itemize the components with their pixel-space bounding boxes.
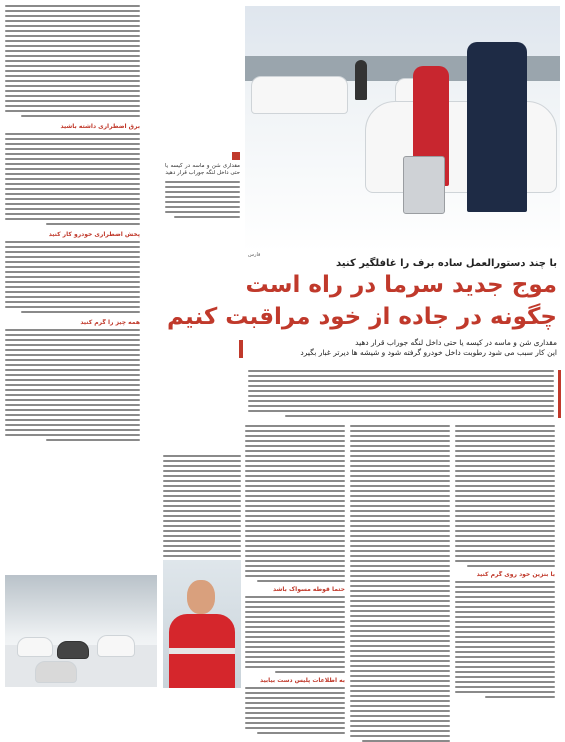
caption-lines xyxy=(165,181,240,218)
accent-bar xyxy=(239,340,243,358)
lead-line-1: مقداری شن و ماسه در کیسه یا حتی داخل لنگه جوراب قرار دهید xyxy=(355,338,557,347)
left-paragraph-3 xyxy=(5,241,140,313)
left-paragraph-4 xyxy=(5,329,140,441)
headline-kicker: با چند دستورالعمل ساده برف را غافلگیر کنید xyxy=(336,258,557,269)
summary-box xyxy=(248,370,561,418)
left-subhead-2: پخش اضطراری خودرو کار کنید xyxy=(48,231,140,238)
body-column-2 xyxy=(350,425,450,687)
section-title-1: حتما قوطه مسواک باشد xyxy=(273,586,345,593)
left-paragraph-1 xyxy=(5,5,140,117)
body-column-3 xyxy=(245,425,345,687)
headline-line-1: موج جدید سرما در راه است xyxy=(245,272,557,298)
left-subhead-3: همه چیز را گرم کنید xyxy=(80,319,140,326)
lead-text xyxy=(227,338,557,358)
section-title-2: با بنزین خود روی گرم کنید xyxy=(476,571,555,578)
hero-photo-travelers-in-snow xyxy=(245,6,560,252)
photo-caption xyxy=(165,152,240,218)
body-column-1 xyxy=(455,425,555,687)
caption-marker-icon xyxy=(232,152,240,160)
snowy-road-photo xyxy=(5,575,157,687)
caption-text: مقداری شن و ماسه در کیسه یا حتی داخل لنگه جوراب قرار دهید xyxy=(165,163,240,176)
photo-credit: فارس xyxy=(248,252,261,258)
lead-line-2: این کار سبب می شود رطوبت داخل خودرو گرفته شود و شیشه ها دیرتر غبار بگیرد xyxy=(300,348,557,357)
headline-line-2: چگونه در جاده از خود مراقبت کنیم xyxy=(167,304,557,330)
section-title-3: به اطلاعات پلیس دست بیابید xyxy=(260,677,345,684)
byline-sidebar xyxy=(163,455,241,567)
left-paragraph-2 xyxy=(5,133,140,225)
official-portrait-photo xyxy=(163,560,241,688)
left-subhead-1: برق اضطراری داشته باشید xyxy=(60,123,140,130)
